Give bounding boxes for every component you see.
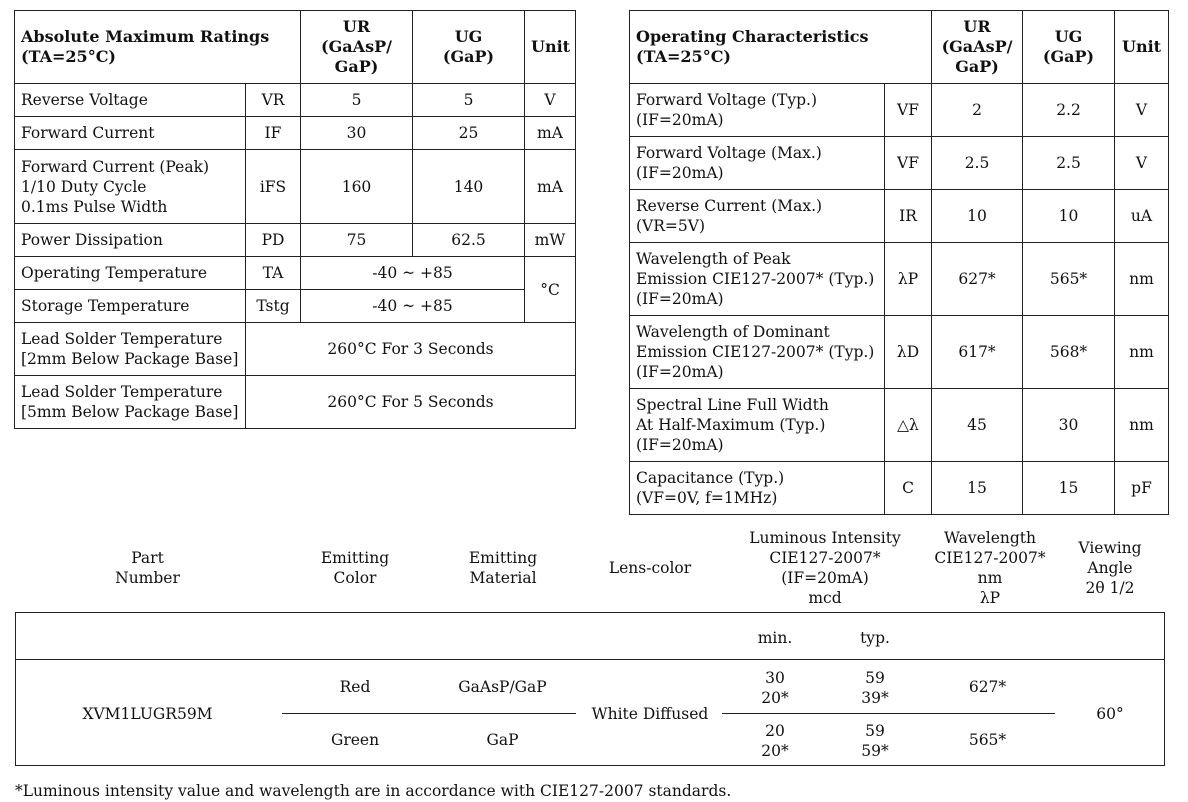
absolute-maximum-ratings-table [14, 10, 576, 429]
ug-value: 62.5 [413, 224, 525, 257]
param-cell: Operating Temperature [15, 257, 246, 290]
table-row [630, 243, 1169, 316]
param-cell: Spectral Line Full Width At Half-Maximum (Typ.) (IF=20mA) [630, 389, 885, 462]
range-value: -40 ~ +85 [301, 290, 525, 323]
header-emitting-material: Emitting Material [468, 549, 538, 587]
amr-col-unit: Unit [525, 11, 576, 84]
header-part-number: Part Number [115, 549, 180, 587]
ug-value: 568* [1023, 316, 1115, 389]
luminous-typ: 59 59* [861, 722, 889, 760]
table-row [15, 84, 576, 117]
luminous-min: 30 20* [761, 669, 789, 707]
param-cell: Forward Voltage (Typ.) (IF=20mA) [630, 84, 885, 137]
emitting-color-green: Green [330, 731, 380, 749]
unit-cell: uA [1115, 190, 1169, 243]
table-row [15, 290, 576, 323]
table-row [630, 137, 1169, 190]
oc-col-ug: UG (GaP) [1023, 11, 1115, 84]
unit-cell: pF [1115, 462, 1169, 515]
symbol-cell: C [885, 462, 932, 515]
ug-value: 15 [1023, 462, 1115, 515]
amr-col-ug: UG (GaP) [413, 11, 525, 84]
ur-value: 10 [932, 190, 1023, 243]
oc-col-ur: UR (GaAsP/ GaP) [932, 11, 1023, 84]
oc-title: Operating Characteristics (TA=25°C) [630, 11, 932, 84]
table-row [15, 376, 576, 429]
param-cell: Reverse Current (Max.) (VR=5V) [630, 190, 885, 243]
table-row [630, 190, 1169, 243]
sub-header-min: min. [757, 629, 793, 647]
param-cell: Wavelength of Dominant Emission CIE127-2007* (Typ.) (IF=20mA) [630, 316, 885, 389]
ug-value: 2.5 [1023, 137, 1115, 190]
param-cell: Forward Current (Peak) 1/10 Duty Cycle 0.1ms Pulse Width [15, 150, 246, 224]
unit-cell: mA [525, 117, 576, 150]
table-row [630, 462, 1169, 515]
lens-color: White Diffused [591, 705, 709, 723]
header-wavelength: Wavelength CIE127-2007* nm λP [934, 529, 1046, 607]
wavelength-value: 565* [968, 731, 1007, 749]
ug-value: 30 [1023, 389, 1115, 462]
unit-cell: V [1115, 137, 1169, 190]
param-cell: Storage Temperature [15, 290, 246, 323]
symbol-cell: VR [246, 84, 301, 117]
emitting-color-red: Red [339, 678, 371, 696]
param-cell: Wavelength of Peak Emission CIE127-2007* (Typ.) (IF=20mA) [630, 243, 885, 316]
symbol-cell: △λ [885, 389, 932, 462]
sub-header-typ: typ. [860, 629, 890, 647]
unit-cell: °C [525, 257, 576, 323]
luminous-min: 20 20* [761, 722, 789, 760]
symbol-cell: VF [885, 137, 932, 190]
solder-value: 260°C For 5 Seconds [246, 376, 576, 429]
symbol-cell: IF [246, 117, 301, 150]
row-divider [722, 713, 1055, 714]
ug-value: 10 [1023, 190, 1115, 243]
symbol-cell: IR [885, 190, 932, 243]
header-luminous-intensity: Luminous Intensity CIE127-2007* (IF=20mA) mcd [749, 529, 901, 607]
range-value: -40 ~ +85 [301, 257, 525, 290]
symbol-cell: λP [885, 243, 932, 316]
unit-cell: nm [1115, 243, 1169, 316]
ur-value: 45 [932, 389, 1023, 462]
table-row [630, 84, 1169, 137]
param-cell: Forward Current [15, 117, 246, 150]
ur-value: 160 [301, 150, 413, 224]
table-row [15, 224, 576, 257]
ug-value: 5 [413, 84, 525, 117]
ur-value: 15 [932, 462, 1023, 515]
ug-value: 140 [413, 150, 525, 224]
symbol-cell: iFS [246, 150, 301, 224]
ur-value: 75 [301, 224, 413, 257]
oc-col-unit: Unit [1115, 11, 1169, 84]
ur-value: 2.5 [932, 137, 1023, 190]
unit-cell: V [1115, 84, 1169, 137]
operating-characteristics-table [629, 10, 1169, 515]
ur-value: 617* [932, 316, 1023, 389]
symbol-cell: PD [246, 224, 301, 257]
param-cell: Forward Voltage (Max.) (IF=20mA) [630, 137, 885, 190]
emitting-material: GaP [486, 731, 519, 749]
unit-cell: mW [525, 224, 576, 257]
symbol-cell: VF [885, 84, 932, 137]
row-divider [282, 713, 576, 714]
param-cell: Lead Solder Temperature [2mm Below Package Base] [15, 323, 246, 376]
emitting-material: GaAsP/GaP [458, 678, 547, 696]
unit-cell: nm [1115, 316, 1169, 389]
solder-value: 260°C For 3 Seconds [246, 323, 576, 376]
ug-value: 565* [1023, 243, 1115, 316]
wavelength-value: 627* [968, 678, 1007, 696]
ur-value: 5 [301, 84, 413, 117]
symbol-cell: Tstg [246, 290, 301, 323]
unit-cell: nm [1115, 389, 1169, 462]
param-cell: Capacitance (Typ.) (VF=0V, f=1MHz) [630, 462, 885, 515]
param-cell: Reverse Voltage [15, 84, 246, 117]
table-row [630, 316, 1169, 389]
footnote: *Luminous intensity value and wavelength are in accordance with CIE127-2007 standards. [15, 782, 732, 800]
table-row [15, 150, 576, 224]
ur-value: 627* [932, 243, 1023, 316]
unit-cell: mA [525, 150, 576, 224]
ur-value: 30 [301, 117, 413, 150]
amr-col-ur: UR (GaAsP/ GaP) [301, 11, 413, 84]
part-number: XVM1LUGR59M [82, 705, 213, 723]
viewing-angle: 60° [1096, 705, 1124, 723]
table-row [630, 389, 1169, 462]
table-row [15, 117, 576, 150]
header-lens-color: Lens-color [608, 559, 692, 577]
header-emitting-color: Emitting Color [320, 549, 390, 587]
amr-title: Absolute Maximum Ratings (TA=25°C) [15, 11, 301, 84]
table-row [15, 257, 576, 290]
luminous-typ: 59 39* [861, 669, 889, 707]
ur-value: 2 [932, 84, 1023, 137]
ug-value: 25 [413, 117, 525, 150]
ug-value: 2.2 [1023, 84, 1115, 137]
unit-cell: V [525, 84, 576, 117]
header-viewing-angle: Viewing Angle 2θ 1/2 [1078, 539, 1142, 597]
symbol-cell: TA [246, 257, 301, 290]
table-row [15, 323, 576, 376]
divider [15, 659, 1165, 660]
param-cell: Lead Solder Temperature [5mm Below Package Base] [15, 376, 246, 429]
symbol-cell: λD [885, 316, 932, 389]
param-cell: Power Dissipation [15, 224, 246, 257]
